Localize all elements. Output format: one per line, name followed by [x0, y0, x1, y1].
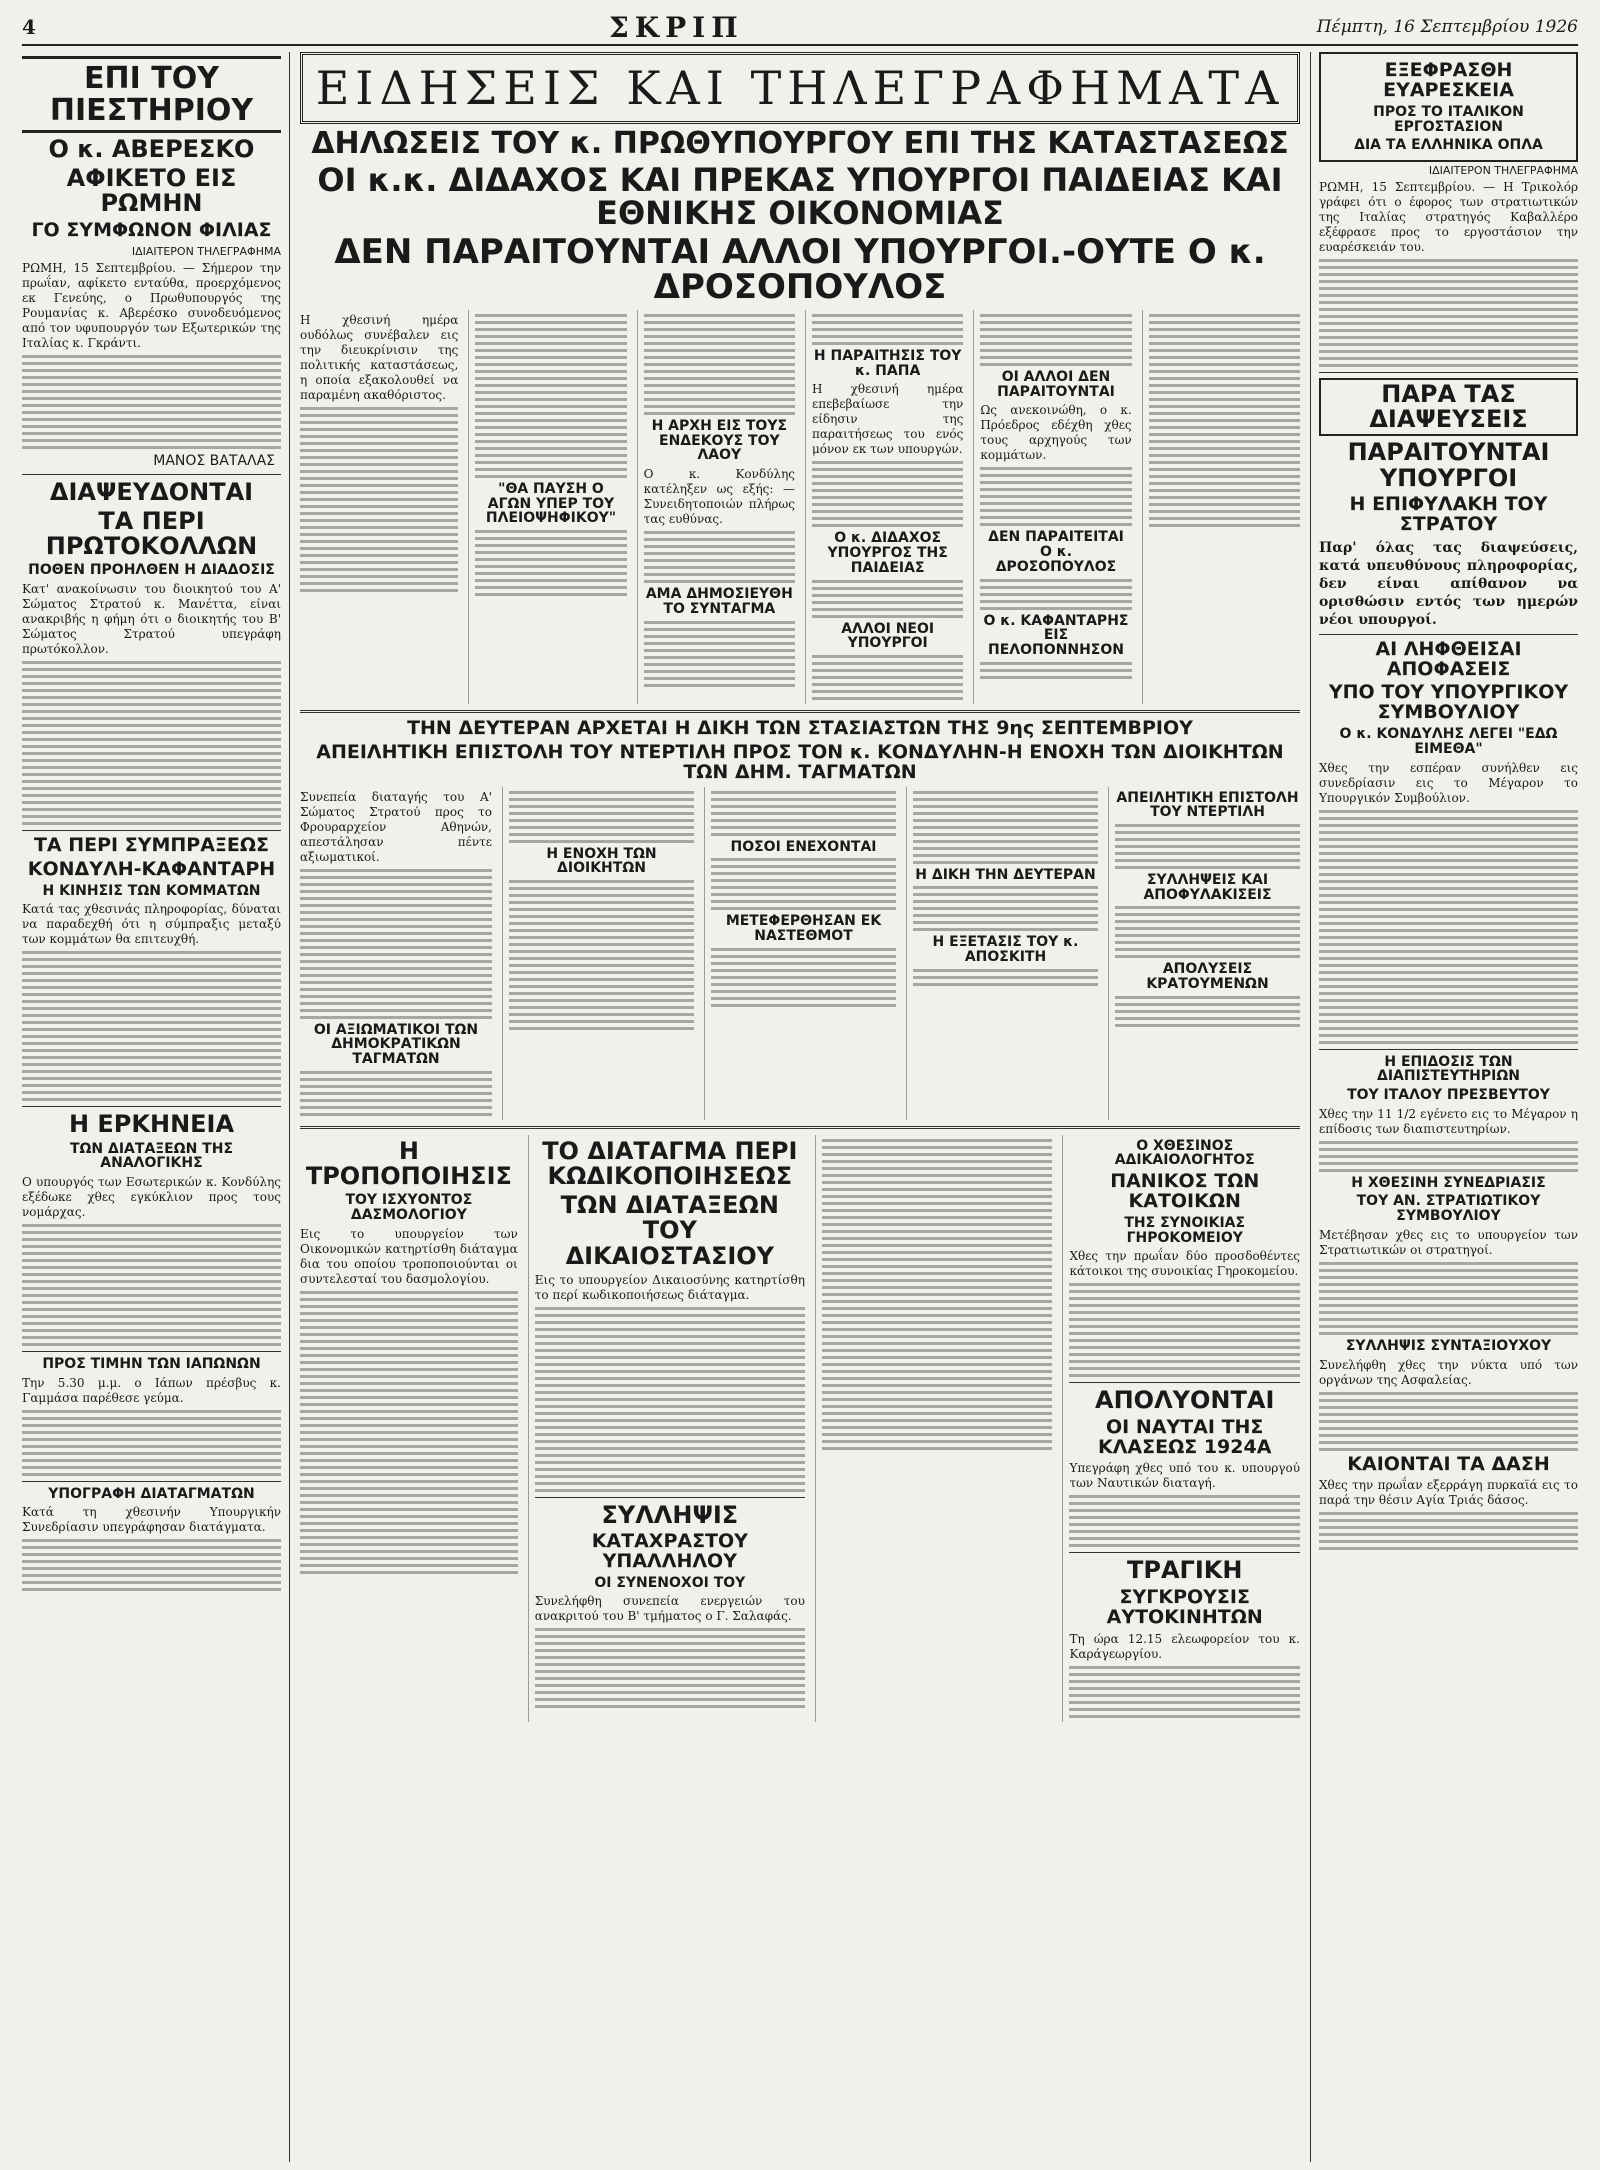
right-head-15: ΚΑΙΟΝΤΑΙ ΤΑ ΔΑΣΗ [1347, 1452, 1550, 1475]
left-head-7: ΠΟΘΕΝ ΠΡΟΗΛΘΕΝ Η ΔΙΑΔΟΣΙΣ [28, 562, 275, 579]
decree-head-2: ΤΩΝ ΔΙΑΤΑΞΕΩΝ ΤΟΥ ΔΙΚΑΙΟΣΤΑΣΙΟΥ [560, 1191, 779, 1270]
panic-head-2: ΠΑΝΙΚΟΣ ΤΩΝ ΚΑΤΟΙΚΩΝ [1110, 1170, 1260, 1213]
right-head-12: Η ΧΘΕΣΙΝΗ ΣΥΝΕΔΡΙΑΣΙΣ [1351, 1174, 1546, 1191]
trial-sub-7: ΑΠΕΙΛΗΤΙΚΗ ΕΠΙΣΤΟΛΗ ΤΟΥ ΝΤΕΡΤΙΛΗ [1116, 789, 1299, 821]
trial-story-columns [300, 787, 1300, 1120]
right-text-6: Συνελήφθη χθες την νύκτα υπό των οργάνων της Ασφαλείας. [1319, 1357, 1578, 1387]
lead-sub-4: Η ΠΑΡΑΙΤΗΣΙΣ ΤΟΥ κ. ΠΑΠΑ [813, 348, 962, 379]
lead-head-2: ΟΙ κ.κ. ΔΙΔΑΧΟΣ ΚΑΙ ΠΡΕΚΑΣ ΥΠΟΥΡΓΟΙ ΠΑΙΔΕΙΑΣ ΚΑΙ ΕΘΝΙΚΗΣ ΟΙΚΟΝΟΜΙΑΣ [317, 160, 1283, 233]
lead-sub-9: Ο κ. ΚΑΦΑΝΤΑΡΗΣ ΕΙΣ ΠΕΛΟΠΟΝΝΗΣΟΝ [983, 612, 1129, 658]
left-text-2: Κατ' ανακοίνωσιν του διοικητού του Α' Σώματος Στρατού κ. Μανέττα, είναι ανακριβής η φήμη ότι ο διοικητής του Β' Σώματος Στρατού υπεγράφη πρωτόκολλον. [22, 581, 281, 656]
left-head-10: Η ΚΙΝΗΣΙΣ ΤΩΝ ΚΟΜΜΑΤΩΝ [42, 882, 261, 899]
lead-head-3: ΔΕΝ ΠΑΡΑΙΤΟΥΝΤΑΙ ΑΛΛΟΙ ΥΠΟΥΡΓΟΙ.-ΟΥΤΕ Ο κ. ΔΡΟΣΟΠΟΥΛΟΣ [334, 231, 1266, 308]
lead-col-4 [805, 310, 963, 704]
left-text-1: ΡΩΜΗ, 15 Σεπτεμβρίου. — Σήμερον την πρωΐαν, αφίκετο ενταύθα, προερχόμενος εκ Γενεύης, ο Πρωθυπουργός της Ρουμανίας κ. Αβερέσκο συνοδευόμενος από τον υφυπουργόν των Εξωτερικών της Ιταλίας κ. Γκράντι. [22, 260, 281, 350]
lead-text-3: Η χθεσινή ημέρα επεβεβαίωσε την είδησιν της παραιτήσεως του ενός μόνον εκ των υπουργών. [811, 382, 964, 457]
left-head-12: ΤΩΝ ΔΙΑΤΑΞΕΩΝ ΤΗΣ ΑΝΑΛΟΓΙΚΗΣ [69, 1140, 234, 1172]
lead-sub-7: ΟΙ ΑΛΛΟΙ ΔΕΝ ΠΑΡΑΙΤΟΥΝΤΑΙ [997, 369, 1115, 400]
middle-section [290, 52, 1310, 2162]
section-banner: ΕΙΔΗΣΕΙΣ ΚΑΙ ΤΗΛΕΓΡΑΦΗΜΑΤΑ [300, 52, 1300, 124]
lead-sub-8: ΔΕΝ ΠΑΡΑΙΤΕΙΤΑΙ Ο κ. ΔΡΟΣΟΠΟΥΛΟΣ [988, 529, 1124, 575]
trial-head-2: ΑΠΕΙΛΗΤΙΚΗ ΕΠΙΣΤΟΛΗ ΤΟΥ ΝΤΕΡΤΙΛΗ ΠΡΟΣ ΤΟΝ κ. ΚΟΝΔΥΛΗΝ-Η ΕΝΟΧΗ ΤΩΝ ΔΙΟΙΚΗΤΩΝ ΤΩΝ ΔΗΜ. ΤΑΓΜΑΤΩΝ [316, 740, 1284, 783]
right-head-3: ΔΙΑ ΤΑ ΕΛΛΗΝΙΚΑ ΟΠΛΑ [1354, 137, 1543, 154]
right-head-1: ΕΞΕΦΡΑΣΘΗ ΕΥΑΡΕΣΚΕΙΑ [1383, 59, 1514, 101]
bottom-col-4 [1062, 1135, 1300, 1722]
right-text-1: ΡΩΜΗ, 15 Σεπτεμβρίου. — Η Τρικολόρ γράφει ότι ο έφορος των στρατιωτικών της Ιταλίας στρατηγός Καβαλλέρο εξέφρασε προς το εργοστάσιον την ευαρέσκειάν του. [1319, 179, 1578, 254]
lead-sub-1: Η ΑΡΧΗ ΕΙΣ ΤΟΥΣ ΕΝΔΕΚΟΥΣ ΤΟΥ ΛΑΟΥ [651, 418, 788, 464]
right-head-10: Η ΕΠΙΔΟΣΙΣ ΤΩΝ ΔΙΑΠΙΣΤΕΥΤΗΡΙΩΝ [1377, 1053, 1520, 1085]
paper-name: ΣΚΡΙΠ [608, 10, 744, 44]
left-column [22, 52, 290, 2162]
lead-text-1: Η χθεσινή ημέρα ουδόλως συνέβαλεν εις την διευκρίνισιν της πολιτικής καταστάσεως, η οποία εξακολουθεί να παραμένη ακαθόριστος. [300, 313, 459, 403]
lead-story-columns [300, 310, 1300, 704]
right-text-5: Μετέβησαν χθες εις το υπουργείον των Στρατιωτικών οι στρατηγοί. [1319, 1227, 1578, 1257]
right-head-2: ΠΡΟΣ ΤΟ ΙΤΑΛΙΚΟΝ ΕΡΓΟΣΤΑΣΙΟΝ [1373, 103, 1524, 135]
bottom-col-2 [528, 1135, 805, 1722]
trial-sub-5: ΟΙ ΑΞΙΩΜΑΤΙΚΟΙ ΤΩΝ ΔΗΜΟΚΡΑΤΙΚΩΝ ΤΑΓΜΑΤΩΝ [313, 1021, 479, 1068]
right-head-6: Η ΕΠΙΦΥΛΑΚΗ ΤΟΥ ΣΤΡΑΤΟΥ [1349, 492, 1548, 535]
left-head-9: ΚΟΝΔΥΛΗ-ΚΑΦΑΝΤΑΡΗ [27, 857, 276, 880]
lead-sub-2: ΑΜΑ ΔΗΜΟΣΙΕΥΘΗ ΤΟ ΣΥΝΤΑΓΜΑ [645, 586, 793, 617]
bottom-col-3 [815, 1135, 1053, 1722]
right-text-3: Χθες την εσπέραν συνήλθεν εις συνεδρίασιν εις το Μέγαρον το Υπουργικόν Συμβούλιον. [1319, 760, 1578, 805]
sailors-head-1: ΑΠΟΛΥΟΝΤΑΙ [1095, 1386, 1275, 1415]
left-text-5: Την 5.30 μ.μ. ο Ιάπων πρέσβυς κ. Γαμμάσα παρέθεσε γεύμα. [22, 1375, 281, 1405]
right-head-11: ΤΟΥ ΙΤΑΛΟΥ ΠΡΕΣΒΕΥΤΟΥ [1347, 1087, 1550, 1104]
decree-text: Εις το υπουργείον Δικαιοσύνης κατηρτίσθη το περί κωδικοποιήσεως διάταγμα. [534, 1272, 805, 1302]
page-number: 4 [22, 15, 36, 39]
left-head-14: ΥΠΟΓΡΑΦΗ ΔΙΑΤΑΓΜΑΤΩΝ [48, 1485, 255, 1502]
tariff-head-2: ΤΟΥ ΙΣΧΥΟΝΤΟΣ ΔΑΣΜΟΛΟΓΙΟΥ [345, 1192, 473, 1223]
masthead [22, 10, 1578, 46]
lead-col-5 [973, 310, 1131, 704]
left-head-4: ΓΟ ΣΥΜΦΩΝΟΝ ΦΙΛΙΑΣ [31, 218, 272, 241]
left-head-3: ΑΦΙΚΕΤΟ ΕΙΣ ΡΩΜΗΝ [66, 164, 237, 218]
lead-head-1: ΔΗΛΩΣΕΙΣ ΤΟΥ κ. ΠΡΩΘΥΠΟΥΡΓΟΥ ΕΠΙ ΤΗΣ ΚΑΤΑΣΤΑΣΕΩΣ [311, 126, 1289, 161]
arrest-head-2: ΚΑΤΑΧΡΑΣΤΟΥ ΥΠΑΛΛΗΛΟΥ [591, 1529, 748, 1572]
left-head-6: ΤΑ ΠΕΡΙ ΠΡΩΤΟΚΟΛΛΩΝ [45, 506, 258, 560]
lead-sub-5: Ο κ. ΔΙΔΑΧΟΣ ΥΠΟΥΡΓΟΣ ΤΗΣ ΠΑΙΔΕΙΑΣ [827, 530, 948, 576]
left-text-4: Ο υπουργός των Εσωτερικών κ. Κονδύλης εξέδωκε χθες εγκύκλιον προς τους νομάρχας. [22, 1174, 281, 1219]
left-head-11: Η ΕΡΚΗΝΕΙΑ [68, 1110, 235, 1139]
left-text-lines-1 [22, 355, 281, 449]
left-signature: ΜΑΝΟΣ ΒΑΤΑΛΑΣ [153, 452, 275, 469]
tariff-text: Εις το υπουργείον των Οικονομικών κατηρτίσθη διάταγμα δια του οποίου τροποποιούνται οι συντελεσταί του δασμολογίου. [300, 1226, 518, 1286]
lead-sub-3: "ΘΑ ΠΑΥΣΗ Ο ΑΓΩΝ ΥΠΕΡ ΤΟΥ ΠΛΕΙΟΨΗΦΙΚΟΥ" [485, 481, 617, 527]
panic-text: Χθες την πρωΐαν δύο προσδοθέντες κάτοικοι της συνοικίας Γηροκομείου. [1069, 1249, 1300, 1279]
left-tag-1: ΙΔΙΑΙΤΕΡΟΝ ΤΗΛΕΓΡΑΦΗΜΑ [131, 244, 281, 258]
sailors-text: Υπεγράφη χθες υπό του κ. υπουργού των Ναυτικών διαταγή. [1069, 1461, 1300, 1491]
left-head-2: Ο κ. ΑΒΕΡΕΣΚΟ [48, 135, 255, 163]
bottom-col-1 [300, 1135, 518, 1722]
left-text-3: Κατά τας χθεσινάς πληροφορίας, δύναται να παραδεχθή ότι η σύμπραξις μεταξύ των κομμάτων θα επιτευχθή. [22, 902, 281, 947]
trial-sub-4: Η ΔΙΚΗ ΤΗΝ ΔΕΥΤΕΡΑΝ [915, 866, 1096, 883]
arrest-head-1: ΣΥΛΛΗΨΙΣ [601, 1500, 739, 1529]
arrest-head-3: ΟΙ ΣΥΝΕΝΟΧΟΙ ΤΟΥ [594, 1574, 746, 1591]
trial-sub-1: Η ΕΝΟΧΗ ΤΩΝ ΔΙΟΙΚΗΤΩΝ [546, 845, 657, 877]
left-head-5: ΔΙΑΨΕΥΔΟΝΤΑΙ [49, 477, 254, 506]
left-text-6: Κατά τη χθεσινήν Υπουργικήν Συνεδρίασιν υπεγράφησαν διατάγματα. [22, 1505, 281, 1535]
left-text-lines-3 [22, 951, 281, 1101]
trial-col-3 [704, 787, 896, 1120]
tariff-head-1: Η ΤΡΟΠΟΠΟΙΗΣΙΣ [305, 1136, 512, 1190]
right-headline-box [1319, 52, 1578, 162]
lead-col-1 [300, 310, 458, 704]
trial-col-1 [300, 787, 492, 1120]
lead-col-3 [637, 310, 795, 704]
trial-col-2 [502, 787, 694, 1120]
trial-head-1: ΤΗΝ ΔΕΥΤΕΡΑΝ ΑΡΧΕΤΑΙ Η ΔΙΚΗ ΤΩΝ ΣΤΑΣΙΑΣΤΩΝ ΤΗΣ 9ης ΣΕΠΤΕΜΒΡΙΟΥ [407, 716, 1193, 739]
trial-sub-2: ΠΟΣΟΙ ΕΝΕΧΟΝΤΑΙ [730, 838, 877, 855]
right-column [1310, 52, 1578, 2162]
lead-text-2: Ο κ. Κονδύλης κατέληξεν ως εξής: — Συνειδητοποιών πλήρως τας ευθύνας. [643, 467, 795, 527]
crash-head-2: ΣΥΓΚΡΟΥΣΙΣ ΑΥΤΟΚΙΝΗΤΩΝ [1106, 1585, 1263, 1628]
trial-sub-3: ΜΕΤΕΦΕΡΘΗΣΑΝ ΕΚ ΝΑΣΤΕΘΜΟΤ [725, 913, 882, 945]
right-head-13: ΤΟΥ ΑΝ. ΣΤΡΑΤΙΩΤΙΚΟΥ ΣΥΜΒΟΥΛΙΟΥ [1356, 1193, 1541, 1225]
crash-text: Τη ώρα 12.15 ελεωφορείον του κ. Καράγεωργίου. [1069, 1631, 1300, 1661]
arrest-text: Συνελήφθη συνεπεία ενεργειών του ανακριτού του Β' τμήματος ο Γ. Σαλαφάς. [534, 1594, 805, 1624]
right-head-5: ΠΑΡΑΙΤΟΥΝΤΑΙ ΥΠΟΥΡΓΟΙ [1347, 438, 1550, 492]
right-text-7: Χθες την πρωΐαν εξερράγη πυρκαϊά εις το παρά την θέσιν Αγία Τριάς δάσος. [1319, 1478, 1578, 1508]
issue-date: Πέμπτη, 16 Σεπτεμβρίου 1926 [1316, 17, 1578, 37]
trial-text: Συνεπεία διαταγής του Α' Σώματος Στρατού προς το Φρουραρχείον Αθηνών, απεστάλησαν πέντε αξιωματικοί. [300, 789, 492, 864]
left-head-8: ΤΑ ΠΕΡΙ ΣΥΜΠΡΑΞΕΩΣ [33, 833, 270, 856]
right-head-4: ΠΑΡΑ ΤΑΣ ΔΙΑΨΕΥΣΕΙΣ [1319, 378, 1578, 436]
left-text-lines-2 [22, 661, 281, 825]
trial-col-5 [1108, 787, 1300, 1120]
left-text-lines-5 [22, 1410, 281, 1476]
crash-head-1: ΤΡΑΓΙΚΗ [1126, 1556, 1243, 1585]
trial-sub-6: Η ΕΞΕΤΑΣΙΣ ΤΟΥ κ. ΑΠΟΣΚΙΤΗ [932, 934, 1079, 966]
trial-sub-9: ΑΠΟΛΥΣΕΙΣ ΚΡΑΤΟΥΜΕΝΩΝ [1146, 961, 1269, 993]
lead-col-6 [1142, 310, 1300, 704]
right-head-8: ΥΠΟ ΤΟΥ ΥΠΟΥΡΓΙΚΟΥ ΣΥΜΒΟΥΛΙΟΥ [1328, 681, 1569, 724]
right-tag-1: ΙΔΙΑΙΤΕΡΟΝ ΤΗΛΕΓΡΑΦΗΜΑ [1428, 163, 1578, 177]
left-head-13: ΠΡΟΣ ΤΙΜΗΝ ΤΩΝ ΙΑΠΩΝΩΝ [42, 1355, 261, 1372]
right-head-9: Ο κ. ΚΟΝΔΥΛΗΣ ΛΕΓΕΙ "ΕΔΩ ΕΙΜΕΘΑ" [1339, 726, 1558, 757]
lead-text-4: Ως ανεκοινώθη, ο κ. Πρόεδρος εδέχθη χθες τους αρχηγούς των κομμάτων. [980, 403, 1132, 463]
left-text-lines-4 [22, 1224, 281, 1346]
right-head-7: ΑΙ ΛΗΦΘΕΙΣΑΙ ΑΠΟΦΑΣΕΙΣ [1375, 637, 1522, 680]
decree-head-1: ΤΟ ΔΙΑΤΑΓΜΑ ΠΕΡΙ ΚΩΔΙΚΟΠΟΙΗΣΕΩΣ [542, 1136, 798, 1190]
lead-sub-6: ΑΛΛΟΙ ΝΕΟΙ ΥΠΟΥΡΓΟΙ [841, 620, 935, 652]
left-head-1: ΕΠΙ ΤΟΥ ΠΙΕΣΤΗΡΙΟΥ [22, 56, 281, 133]
panic-head-1: Ο ΧΘΕΣΙΝΟΣ ΑΔΙΚΑΙΟΛΟΓΗΤΟΣ [1114, 1137, 1255, 1169]
trial-sub-8: ΣΥΛΛΗΨΕΙΣ ΚΑΙ ΑΠΟΦΥΛΑΚΙΣΕΙΣ [1143, 872, 1272, 903]
lead-col-2 [468, 310, 626, 704]
right-text-2: Παρ' όλας τας διαψεύσεις, κατά υπευθύνους πληροφορίας, δεν είναι απίθανον να ορισθώσιν εντός των ημερών νέοι υπουργοί. [1319, 539, 1578, 628]
bottom-story-columns [300, 1135, 1300, 1722]
left-text-lines-6 [22, 1539, 281, 1591]
right-head-14: ΣΥΛΛΗΨΙΣ ΣΥΝΤΑΞΙΟΥΧΟΥ [1345, 1337, 1552, 1354]
panic-head-3: ΤΗΣ ΣΥΝΟΙΚΙΑΣ ΓΗΡΟΚΟΜΕΙΟΥ [1124, 1215, 1246, 1246]
right-text-4: Χθες την 11 1/2 εγένετο εις το Μέγαρον η επίδοσις των διαπιστευτηρίων. [1319, 1106, 1578, 1136]
trial-col-4 [906, 787, 1098, 1120]
sailors-head-2: ΟΙ ΝΑΥΤΑΙ ΤΗΣ ΚΛΑΣΕΩΣ 1924Α [1098, 1415, 1272, 1458]
